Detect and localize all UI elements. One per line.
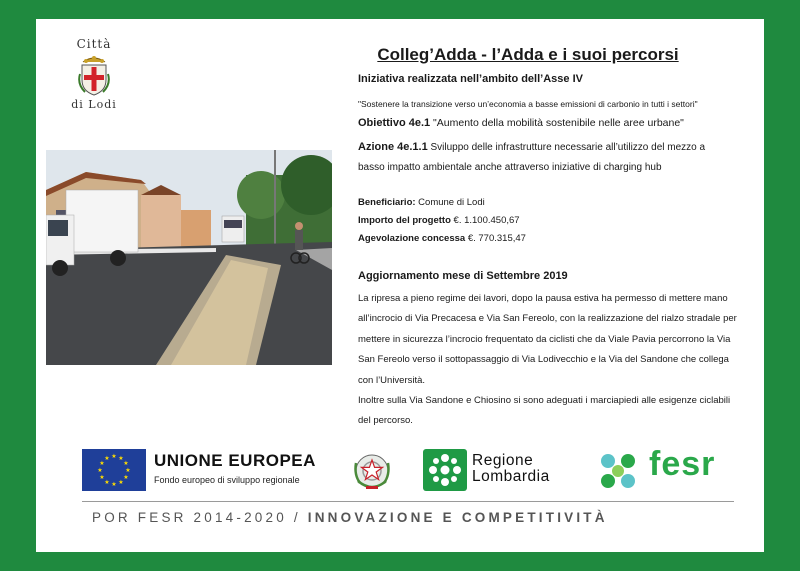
grant-label: Agevolazione concessa [358, 233, 466, 244]
beneficiary-value: Comune di Lodi [415, 197, 485, 208]
grant-value: €. 770.315,47 [465, 233, 526, 244]
footer-tagline [92, 510, 608, 525]
svg-text:★: ★ [118, 479, 124, 486]
svg-text:★: ★ [123, 460, 129, 467]
footer-theme: INNOVAZIONE E COMPETITIVITÀ [307, 510, 608, 525]
update-paragraph-2: Inoltre sulla Via Sandone e Chiosino si sono adeguati i marciapiedi alle esigenze ciclabili del percorso. [358, 395, 731, 427]
city-crest-icon [77, 54, 111, 96]
lombardia-line-2: Lombardia [472, 468, 550, 485]
svg-text:★: ★ [111, 481, 117, 488]
amount-value: €. 1.100.450,67 [450, 215, 520, 226]
eu-flag-icon [82, 449, 146, 491]
city-of-lodi-logo [60, 37, 128, 111]
svg-text:★: ★ [99, 460, 105, 467]
eu-title: UNIONE EUROPEA [154, 451, 316, 470]
fesr-wordmark: fesr [649, 445, 716, 483]
update-paragraph-1: La ripresa a pieno regime dei lavori, dopo la pausa estiva ha permesso di mettere mano all’incrocio di Via Precacesa e Via San Fereolo, con la realizzazione del rialzo stradale per mettere in sicurezza l’incrocio frequentato da ciclisti che da Viale Pavia percorrono la Via San Fereolo verso il sottopassaggio di Via Lodivecchio e la Via del Sandone che collega con l’Università. [358, 293, 737, 386]
action-label: Azione 4e.1.1 [358, 141, 428, 153]
svg-text:★: ★ [104, 479, 110, 486]
svg-text:★: ★ [118, 455, 124, 462]
asse-quote: "Sostenere la transizione verso un’economia a basse emissioni di carbonio in tutti i settori" [358, 99, 698, 109]
svg-text:★: ★ [111, 453, 117, 460]
update-title: Aggiornamento mese di Settembre 2019 [358, 270, 568, 282]
objective-text: "Aumento della mobilità sostenibile nelle aree urbane" [430, 117, 684, 129]
footer-program: POR FESR 2014-2020 / [92, 510, 308, 525]
svg-text:★: ★ [104, 455, 110, 462]
objective [358, 117, 684, 129]
street-works-photo [46, 150, 332, 365]
funding-info [358, 194, 526, 248]
city-logo-bottom-text: di Lodi [71, 98, 117, 111]
svg-text:★: ★ [123, 474, 129, 481]
footer-divider [82, 501, 734, 502]
regione-lombardia-text [472, 453, 550, 485]
lombardia-line-1: Regione [472, 452, 534, 469]
eu-logo-text [154, 451, 316, 485]
regione-lombardia-logo-icon [423, 449, 467, 491]
city-logo-top-text: Città [76, 37, 112, 51]
page-title: Colleg’Adda - l’Adda e i suoi percorsi [377, 45, 679, 64]
poster [36, 19, 764, 552]
svg-text:★: ★ [97, 467, 103, 474]
italian-republic-emblem-icon [352, 449, 392, 493]
objective-label: Obiettivo 4e.1 [358, 117, 431, 129]
action-text: Sviluppo delle infrastrutture necessarie all’utilizzo del mezzo a basso impatto ambientale anche attraverso iniziative di charging hub [358, 142, 706, 173]
update-text [358, 289, 742, 432]
eu-subtitle: Fondo europeo di sviluppo regionale [154, 475, 300, 485]
svg-text:★: ★ [125, 467, 131, 474]
amount-label: Importo del progetto [358, 215, 451, 226]
svg-text:★: ★ [99, 474, 105, 481]
beneficiary-label: Beneficiario: [358, 197, 416, 208]
initiative-text: Iniziativa realizzata nell’ambito dell’Asse IV [358, 73, 583, 85]
fesr-symbol-icon [596, 449, 640, 493]
action [358, 137, 728, 178]
